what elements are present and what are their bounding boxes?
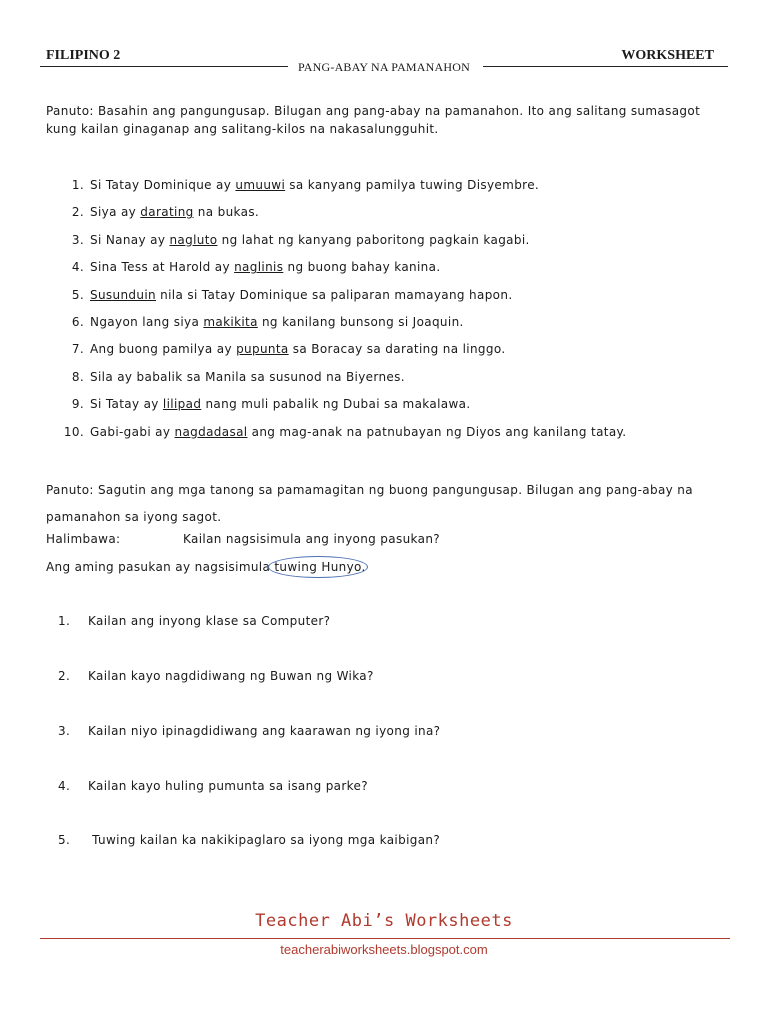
list-item	[58, 176, 626, 203]
underlined-verb: Susunduin	[90, 287, 156, 302]
list-item	[58, 340, 626, 367]
list-item	[58, 395, 626, 422]
item-text: sa Boracay sa darating na linggo.	[288, 342, 506, 357]
item-text: Si Nanay ay	[90, 232, 170, 247]
part1-instructions: Panuto: Basahin ang pangungusap. Bilugan ang pang-abay na pamanahon. Ito ang salitang sumasagot kung kailan ginaganap ang salitang-kilos na nakasalungguhit.	[46, 104, 701, 136]
item-number: 8.	[71, 369, 84, 384]
question-item	[58, 669, 374, 683]
underlined-verb: nagluto	[169, 232, 218, 247]
item-number: 5.	[71, 287, 84, 302]
underlined-verb: makikita	[203, 314, 258, 329]
item-text: ang mag-anak na patnubayan ng Diyos ang kanilang tatay.	[247, 424, 627, 439]
item-number: 3.	[71, 232, 84, 247]
circled-adverb	[274, 560, 365, 574]
question-text: Tuwing kailan ka nakikipaglaro sa iyong mga kaibigan?	[88, 833, 441, 847]
question-number: 4.	[58, 779, 71, 793]
worksheet-label: WORKSHEET	[621, 48, 714, 63]
footer-divider	[40, 938, 730, 939]
example-answer	[46, 560, 366, 574]
list-item	[58, 203, 626, 230]
underlined-verb: pupunta	[236, 342, 289, 357]
item-number: 1.	[71, 178, 84, 192]
item-text: sa kanyang pamilya tuwing Disyembre.	[285, 178, 540, 192]
example-question: Kailan nagsisimula ang inyong pasukan?	[183, 532, 441, 546]
site-url: teacherabiworksheets.blogspot.com	[280, 942, 488, 957]
underlined-verb: lilipad	[162, 397, 202, 412]
question-text: Kailan kayo nagdidiwang ng Buwan ng Wika?	[88, 669, 374, 683]
underlined-verb: umuuwi	[235, 178, 286, 192]
header-divider-right	[483, 66, 728, 67]
item-text: Si Tatay Dominique ay	[90, 178, 236, 192]
circled-adverb-text: tuwing Hunyo.	[274, 560, 366, 574]
part2-instructions: Panuto: Sagutin ang mga tanong sa pamamagitan ng buong pangungusap. Bilugan ang pang-abay na pamanahon sa iyong sagot.	[46, 483, 693, 524]
list-item	[58, 258, 626, 285]
item-text: Si Tatay ay	[90, 397, 163, 412]
underlined-verb: naglinis	[234, 260, 284, 275]
question-number: 5.	[58, 833, 71, 847]
item-text: Gabi-gabi ay	[90, 424, 175, 439]
question-text: Kailan niyo ipinagdidiwang ang kaarawan ng iyong ina?	[88, 724, 441, 738]
question-number: 3.	[58, 724, 71, 738]
item-number: 7.	[71, 342, 84, 357]
question-item	[58, 779, 368, 793]
item-text: Sina Tess at Harold ay	[90, 260, 235, 275]
item-number: 4.	[71, 260, 84, 275]
item-text: nila si Tatay Dominique sa paliparan mamayang hapon.	[156, 287, 513, 302]
sentence-list	[58, 176, 626, 450]
item-number: 6.	[71, 314, 84, 329]
item-number: 10.	[63, 424, 84, 439]
item-text: ng kanilang bunsong si Joaquin.	[257, 314, 464, 329]
list-item	[58, 313, 626, 340]
worksheet-title: PANG-ABAY NA PAMANAHON	[298, 60, 470, 74]
question-number: 1.	[58, 614, 71, 628]
underlined-verb: darating	[140, 205, 194, 220]
list-item	[58, 423, 626, 450]
question-text: Kailan ang inyong klase sa Computer?	[88, 614, 331, 628]
question-text: Kailan kayo huling pumunta sa isang parke?	[88, 779, 368, 793]
item-number: 9.	[71, 397, 84, 412]
question-item	[58, 614, 330, 628]
item-text: Sila ay babalik sa Manila sa susunod na Biyernes.	[90, 369, 405, 384]
underlined-verb: nagdadasal	[174, 424, 248, 439]
item-number: 2.	[71, 205, 84, 220]
item-text: nang muli pabalik ng Dubai sa makalawa.	[201, 397, 471, 412]
item-text: ng lahat ng kanyang paboritong pagkain kagabi.	[217, 232, 530, 247]
example-label: Halimbawa:	[46, 532, 121, 546]
example-answer-text: Ang aming pasukan ay nagsisimula	[46, 560, 275, 574]
circle-mark	[268, 556, 367, 578]
list-item	[58, 368, 626, 395]
list-item	[58, 231, 626, 258]
item-text: Ang buong pamilya ay	[90, 342, 237, 357]
item-text: ng buong bahay kanina.	[283, 260, 441, 275]
item-text: Siya ay	[90, 205, 141, 220]
list-item	[58, 286, 626, 313]
brand-logo-text: Teacher Abi’s Worksheets	[255, 911, 513, 931]
item-text: na bukas.	[193, 205, 260, 220]
item-text: Ngayon lang siya	[90, 314, 204, 329]
subject-label: FILIPINO 2	[46, 48, 121, 63]
question-number: 2.	[58, 669, 71, 683]
question-item	[58, 833, 440, 847]
question-item	[58, 724, 440, 738]
